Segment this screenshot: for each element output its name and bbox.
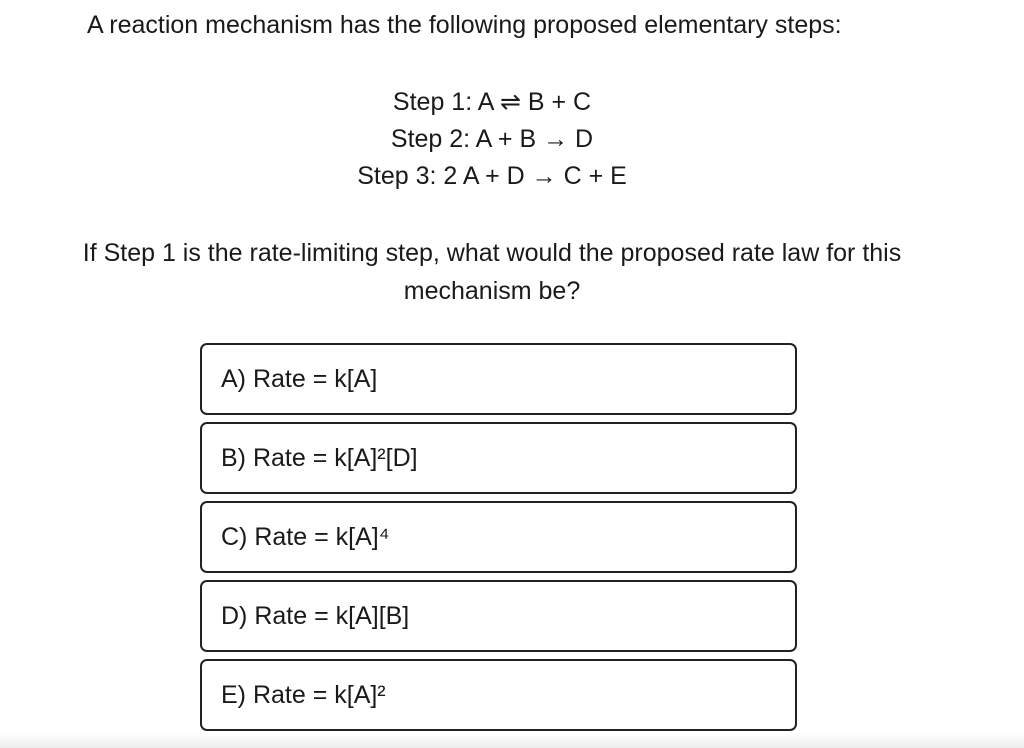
mechanism-steps: [0, 84, 984, 195]
answer-options: [200, 343, 797, 731]
step-3: Step 3: 2 A + D → C + E: [357, 162, 627, 190]
option-a-button[interactable]: A) Rate = k[A]: [200, 343, 797, 415]
question-text: [40, 234, 944, 310]
option-d-button[interactable]: D) Rate = k[A][B]: [200, 580, 797, 652]
option-b-button[interactable]: B) Rate = k[A]²[D]: [200, 422, 797, 494]
option-e-button[interactable]: E) Rate = k[A]²: [200, 659, 797, 731]
step-1: Step 1: A ⇌ B + C: [392, 88, 592, 116]
question-line-2: mechanism be?: [403, 277, 581, 305]
question-line-1: If Step 1 is the rate-limiting step, what would the proposed rate law for this: [82, 239, 902, 267]
step-2: Step 2: A + B → D: [390, 125, 594, 153]
intro-text: A reaction mechanism has the following proposed elementary steps:: [87, 11, 842, 39]
option-c-button[interactable]: C) Rate = k[A]⁴: [200, 501, 797, 573]
bottom-edge-shade: [0, 734, 1024, 748]
